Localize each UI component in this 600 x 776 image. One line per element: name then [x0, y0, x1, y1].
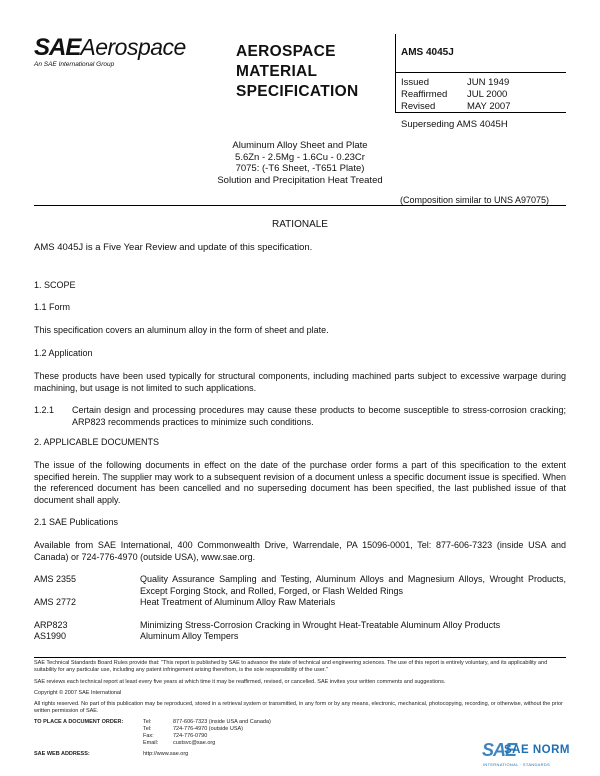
reference-title: Heat Treatment of Aluminum Alloy Raw Materials [140, 597, 336, 607]
applicable-documents-heading: 2. APPLICABLE DOCUMENTS [34, 437, 160, 447]
footer-rule [34, 657, 566, 658]
revision-dates [401, 77, 561, 113]
contact-value: 724-776-4970 (outside USA) [173, 726, 244, 732]
revised-label: Revised [401, 101, 436, 112]
subject-rule [34, 205, 566, 206]
footer-copyright: Copyright © 2007 SAE International [34, 690, 122, 696]
web-address-label: SAE WEB ADDRESS: [34, 751, 90, 757]
subject-line-4: Solution and Precipitation Heat Treated [217, 174, 383, 186]
sae-aerospace-logo [34, 34, 186, 62]
issued-value: JUN 1949 [467, 77, 510, 88]
order-contacts [143, 719, 271, 747]
reference-item [34, 620, 566, 632]
applicable-documents-text: The issue of the following documents in effect on the date of the purchase order forms a part of this specification to the extent specified herein. The supplier may work to a subsequent revision of a document unless a specific document issue is specified. When the referenced document has been cancelled and no superseding document has been specified, the last published issue of that document shall apply. [34, 460, 566, 505]
footer-rights: All rights reserved. No part of this publication may be reproduced, stored in a retrieval system or transmitted, in any form or by any means, electronic, mechanical, photocopying, recording, or otherwise, without the prior written permission of SAE. [34, 701, 563, 714]
note-text: Certain design and processing procedures may cause these products to become susceptible to stress-corrosion cracking; ARP823 recommends practices to minimize such conditions. [72, 405, 566, 427]
revised-value: MAY 2007 [467, 101, 511, 112]
rationale-text: AMS 4045J is a Five Year Review and update of this specification. [34, 242, 313, 253]
reference-item [34, 631, 566, 643]
reference-code: AS1990 [34, 631, 67, 641]
order-label: TO PLACE A DOCUMENT ORDER: [34, 719, 124, 725]
contact-value: 724-776-0790 [173, 733, 208, 739]
subject-line-3: 7075: (-T6 Sheet, -T651 Plate) [235, 163, 365, 174]
logo-tagline: An SAE International Group [34, 61, 115, 68]
contact-label: Email: [143, 740, 159, 746]
note-number: 1.2.1 [34, 405, 55, 415]
sae-publications-text: Available from SAE International, 400 Commonwealth Drive, Warrendale, PA 15096-0001, Tel: 877-606-7323 (inside USA and Canada) or 724-776-4970 (outside USA), www.sae.org. [34, 540, 566, 562]
reaffirmed-label: Reaffirmed [401, 89, 448, 100]
footer-rules: SAE Technical Standards Board Rules provide that: "This report is published by SAE to advance the state of technical and engineering sciences. The use of this report is entirely voluntary, and its applicability and suitability for any particular use, including any patent infringement arising therefrom, is the sole responsibility of the user." [34, 660, 548, 673]
contact-label: Fax: [143, 733, 154, 739]
title-line-1: AEROSPACE [236, 43, 336, 60]
contact-label: Tel: [143, 726, 152, 732]
web-address-value: http://www.sae.org [143, 751, 189, 757]
page-title [236, 42, 358, 102]
rationale-heading: RATIONALE [272, 219, 328, 230]
reference-title: Aluminum Alloy Tempers [140, 631, 239, 641]
watermark-subtext: INTERNATIONAL · STANDARDS [483, 762, 550, 767]
contact-value: custsvc@sae.org [173, 740, 216, 746]
reference-code: ARP823 [34, 619, 68, 630]
reference-title: Quality Assurance Sampling and Testing, Aluminum Alloys and Magnesium Alloys, Wrought Products, Except Forging Stock, and Rolled, Forged, or Flash Welded Rings [140, 574, 566, 596]
sae-publications-heading: 2.1 SAE Publications [34, 517, 119, 527]
reference-list [34, 574, 566, 643]
watermark-sae-logo: SAE [482, 740, 517, 760]
reference-item [34, 574, 566, 597]
composition-note: (Composition similar to UNS A97075) [400, 195, 550, 205]
reaffirmed-value: JUL 2000 [467, 89, 508, 100]
reference-title: Minimizing Stress-Corrosion Cracking in Wrought Heat-Treatable Aluminum Alloy Products [140, 619, 501, 630]
logo-sae-text: SAE [34, 34, 81, 61]
reference-code: AMS 2772 [34, 597, 77, 607]
subject-line-1: Aluminum Alloy Sheet and Plate [232, 140, 368, 151]
header-divider-vertical [395, 34, 396, 112]
subject-block [190, 140, 410, 186]
form-heading: 1.1 Form [34, 302, 71, 312]
application-heading: 1.2 Application [34, 348, 93, 358]
header-divider-top [395, 72, 566, 73]
reference-item [34, 597, 566, 609]
document-number: AMS 4045J [401, 47, 454, 58]
superseding-note: Superseding AMS 4045H [401, 119, 508, 130]
contact-label: Tel: [143, 719, 152, 725]
reference-code: AMS 2355 [34, 574, 77, 584]
title-line-2: MATERIAL [236, 63, 318, 80]
logo-aerospace-text: Aerospace [80, 34, 186, 60]
contact-value: 877-606-7323 (inside USA and Canada) [173, 719, 271, 725]
issued-label: Issued [401, 77, 429, 88]
subject-line-2: 5.6Zn - 2.5Mg - 1.6Cu - 0.23Cr [235, 151, 365, 163]
scope-heading: 1. SCOPE [34, 280, 76, 290]
footer-review: SAE reviews each technical report at least every five years at which time it may be reaffirmed, revised, or cancelled. SAE invites your written comments and suggestions. [34, 679, 446, 685]
application-text: These products have been used typically for structural components, including machined parts subject to excessive warpage during machining, but usage is not limited to such applications. [34, 371, 566, 393]
form-text: This specification covers an aluminum alloy in the form of sheet and plate. [34, 325, 329, 335]
watermark-norm-text: SAE NORM [504, 744, 570, 756]
title-line-3: SPECIFICATION [236, 83, 359, 100]
